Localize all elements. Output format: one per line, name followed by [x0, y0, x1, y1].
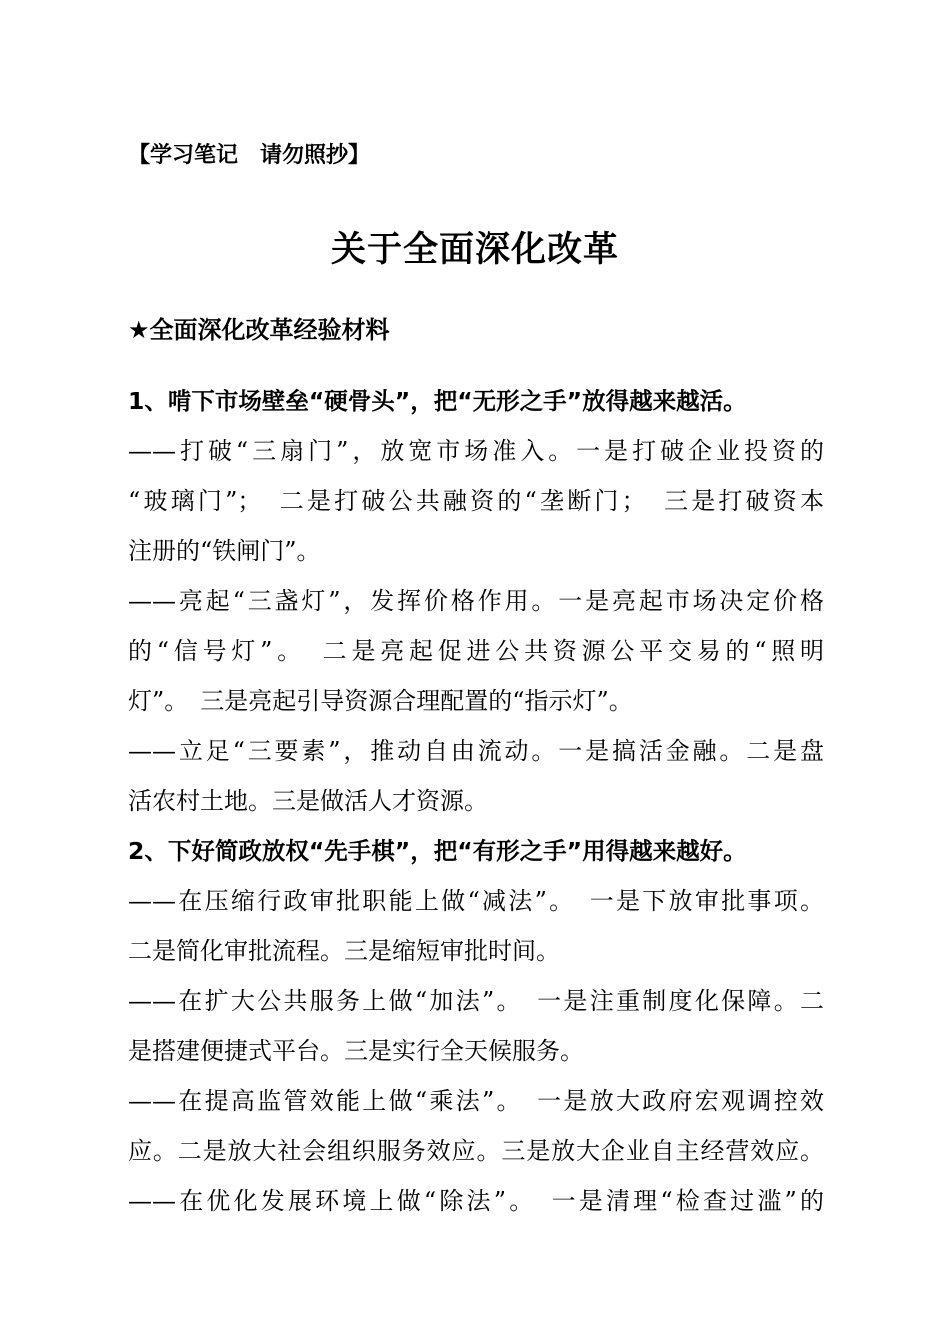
- paragraph-line: 的“信号灯”。 二是亮起促进公共资源公平交易的“照明: [128, 637, 824, 665]
- paragraph-line: 应。二是放大社会组织服务效应。三是放大企业自主经营效应。: [128, 1137, 824, 1165]
- section-subtitle: ★全面深化改革经验材料: [128, 316, 390, 344]
- section-heading-line: 2、下好简政放权“先手棋”，把“有形之手”用得越来越好。: [128, 837, 747, 865]
- paragraph-line: ——打破“三扇门”，放宽市场准入。一是打破企业投资的: [128, 437, 824, 465]
- paragraph-line: ——亮起“三盏灯”，发挥价格作用。一是亮起市场决定价格: [128, 587, 824, 615]
- paragraph-line: 活农村土地。三是做活人才资源。: [128, 787, 488, 815]
- paragraph-line: ——在扩大公共服务上做“加法”。 一是注重制度化保障。二: [128, 987, 824, 1015]
- paragraph-line: 注册的“铁闸门”。: [128, 537, 321, 565]
- paragraph-line: ——在提高监管效能上做“乘法”。 一是放大政府宏观调控效: [128, 1087, 824, 1115]
- document-title: 关于全面深化改革: [330, 229, 619, 270]
- paragraph-line: ——在压缩行政审批职能上做“减法”。 一是下放审批事项。: [128, 887, 824, 915]
- paragraph-line: 灯”。 三是亮起引导资源合理配置的“指示灯”。: [128, 687, 633, 715]
- paragraph-line: 二是简化审批流程。三是缩短审批时间。: [128, 937, 560, 965]
- paragraph-line: 是搭建便捷式平台。三是实行全天候服务。: [128, 1037, 584, 1065]
- paragraph-line: ——立足“三要素”，推动自由流动。一是搞活金融。二是盘: [128, 737, 824, 765]
- study-note-label: 【学习笔记 请勿照抄】: [128, 143, 371, 168]
- section-heading-line: 1、啃下市场壁垒“硬骨头”，把“无形之手”放得越来越活。: [128, 387, 747, 415]
- paragraph-line: “玻璃门”； 二是打破公共融资的“垄断门； 三是打破资本: [128, 487, 824, 515]
- paragraph-line: ——在优化发展环境上做“除法”。 一是清理“检查过滥”的: [128, 1187, 824, 1215]
- document-body: [128, 376, 824, 1226]
